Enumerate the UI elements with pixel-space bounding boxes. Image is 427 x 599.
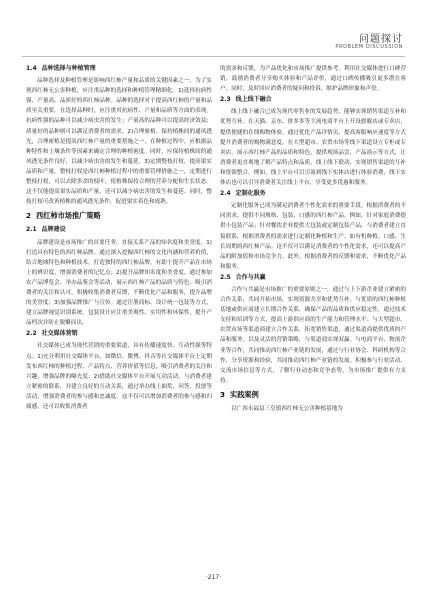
paragraph-customization: 定制化服务已成为满足消费者个性化需求的重要手段。根据消费者的不同需求，提供不同规格、包装、口感的西红柿产品。例如，针对家庭消费提供小包装产品；针对餐饮企业提供大包装或定制包装产品，与消费者建立直接联系，根据消费者的需求进行定制化种植和生产。如有机种植、口感、生长周期的西红柿产品。这不仅可以满足消费者的个性化需求，还可以提高产品的附加值和市场竞争力。此外，根据消费者的反馈和需求，不断优化产品和服务。 (220, 203, 406, 270)
paragraph-case-study: 以广西永福县三皇镇西红柿无公害种植基地为 (231, 406, 343, 412)
heading-text: 合作与共赢 (235, 273, 266, 281)
heading-number: 2.3 (220, 96, 231, 104)
paragraph-online-offline: 线上线下融合已成为现代零售业的发展趋势，能够实现销售渠道互补和优势互补。在天猫、京东、拼多多等主流电商平台上开设旗舰店或专卖店，提供便捷的在线购物体验。通过优化产品详情页、提高客服响应速度等方式提升消费者的购物满意度。在大型超市、农贸市场等线下渠道设立专柜或专卖店，展示西红柿产品的品质和特色，提供现场品尝、产品演示等方式，让消费者更直观地了解产品特点和品质。线上线下联动，实现销售渠道的互补和资源整合。例如，线上平台可以引流到线下实体店进行体验消费，线下实体店也可以引导消费者关注线上平台，享受更多优惠和服务。 (220, 109, 406, 187)
header-divider (22, 56, 405, 57)
paragraph-variety-management: 品种选择及种植管理是影响西红柿产量和品质的关键因素之一。为了实现西红柿无公害种植，应注重品种的选择和种植管理精细化。1)选择抗病性强、产量高、品质好的西红柿品种。品种的选择对于提高西红柿的产量和品质至关重要，在选择品种时，应注重其抗病性、产量和品质等方面的表现。抗病性强的品种可以减少病虫害的发生；产量高的品种可以提高经济效益；质量好的品种则可以满足消费者的需求。2)合理密植。保持植株间的通风透光，合理密植是提高西红柿产量的重要措施之一，在种植过程中，应根据品种特性和土壤条件等因素来确定合理的种植密度。同时，应保持植株间的通风透光条件良好，以减少病虫害的发生和蔓延。3)定期整枝打杈，提高果实品质和产量。整枝打杈是西红柿种植过程中的重要管理措施之一，定期进行整枝打杈，可以去除多余的枝叶，使植株保持合理的营养分配和生长状态。这不仅能提高果实品质和产量，还可以减少病虫害的发生和蔓延。同时，整枝打杈可改善植株的通风透光条件，促进果实着色和成熟。 (26, 78, 212, 206)
heading-text: 社交媒体营销 (41, 330, 78, 338)
page-number: ·217· (205, 574, 222, 581)
journal-section-title: 问题探讨 (359, 34, 403, 45)
heading-text: 品种选择与种植管理 (41, 65, 96, 72)
heading-number: 1.4 (26, 65, 37, 72)
paragraph-social-media: 社交媒体已成为现代营销的重要渠道，具有传播速度快、互动性强等特点。1)充分利用社交媒体平台，如微信、微博、抖音等社交媒体平台上定期发布西红柿的种植过程、产品特点、营养价值等信息，吸引消费者的关注和兴趣，增强品牌的曝光度；2)借助社交媒体平台开展互动活动，与消费者建立紧密的联系，并建立良好的互动关系，通过举办线上抽奖、问答、投票等活动，增强消费者的参与感和忠诚度。这不仅可以增加消费者的参与感和归属感，还可以收集消费者 (26, 343, 212, 410)
heading-2-1 (26, 225, 212, 235)
heading-number: 2.2 (26, 330, 37, 338)
heading-2-4 (220, 189, 406, 199)
heading-number: 2.4 (220, 190, 231, 198)
heading-1-4 (26, 64, 212, 74)
heading-number: 2 (26, 211, 32, 221)
page-header (0, 0, 427, 58)
heading-2-3 (220, 95, 406, 105)
heading-2 (26, 211, 212, 221)
heading-3 (220, 390, 406, 400)
heading-text: 实践案例 (230, 389, 259, 399)
paragraph-brand-building: 品牌建设是市场推广的首要任务，直接关系产品的知名度和美誉度。1)打造具有特色的西红柿品牌。通过深入挖掘西红柿的文化内涵和营养价值，结合地域特色和种植技术，打造独特的西红柿品牌，有助于提升产品在市场上的辨识度，增强消费者的记忆点；2)提升品牌知名度和美誉度。通过参加农产品博览会、举办品鉴会等活动，展示西红柿产品的品质与特色，吸引消费者的关注和认可，积极收集消费者反馈，不断优化产品和服务，提升品牌的美誉度；3)加强品牌推广与宣传。通过注册商标、设计统一包装等方式，建立品牌视觉识别系统。包装设计应注重美观性、实用性和环保性，提升产品档次并防止脱瓣而出。 (26, 239, 212, 327)
heading-number: 2.5 (220, 273, 231, 281)
right-column (220, 64, 406, 415)
left-column (26, 64, 212, 413)
paragraph-social-media-cont: 的需求和反馈，为产品优化和市场推广提供参考。利用社交媒体进行口碑营销，鼓励消费者分享购买体验和产品评价，通过口碑传播吸引更多潜在客户。同时，及时回应消费者的疑问和投诉，维护品牌形象和声誉。 (220, 66, 406, 93)
heading-text: 线上线下融合 (235, 96, 272, 104)
heading-text: 定制化服务 (235, 190, 266, 198)
heading-number: 2.1 (26, 226, 37, 234)
journal-section-subtitle: PROBLEM DISCUSSION (335, 44, 403, 50)
heading-text: 西红柿市场推广策略 (36, 211, 101, 221)
heading-text: 品牌建设 (41, 226, 66, 234)
heading-2-2 (26, 329, 212, 339)
heading-number: 3 (220, 389, 226, 399)
heading-2-5 (220, 273, 406, 283)
paragraph-cooperation: 合作与共赢是市场推广的重要原则之一，通过与上下游企业建立紧密的合作关系，共同开拓市场，实现资源共享和优势互补。与优质的西红柿种植基地或供应商建立长期合作关系，确保产品的品质和供应稳定性，通过技术支持和培训等方式，提高上游供应商的生产能力和管理水平；与大型超市、农贸市场等渠道商建立合作关系，拓宽销售渠道，通过渠道商提供优质的产品和服务，以及灵活的营销策略，与渠道商实现双赢。与电商平台、物流企业等合作，共同推动西红柿产业链的发展，通过与行业协会、科研机构等合作，分享资源和经验，共同推动西红柿产业链的发展。积极参与行业活动、交流市场信息等方式，了解行业动态和竞争态势，为市场推广提供有力支持。 (220, 286, 406, 384)
